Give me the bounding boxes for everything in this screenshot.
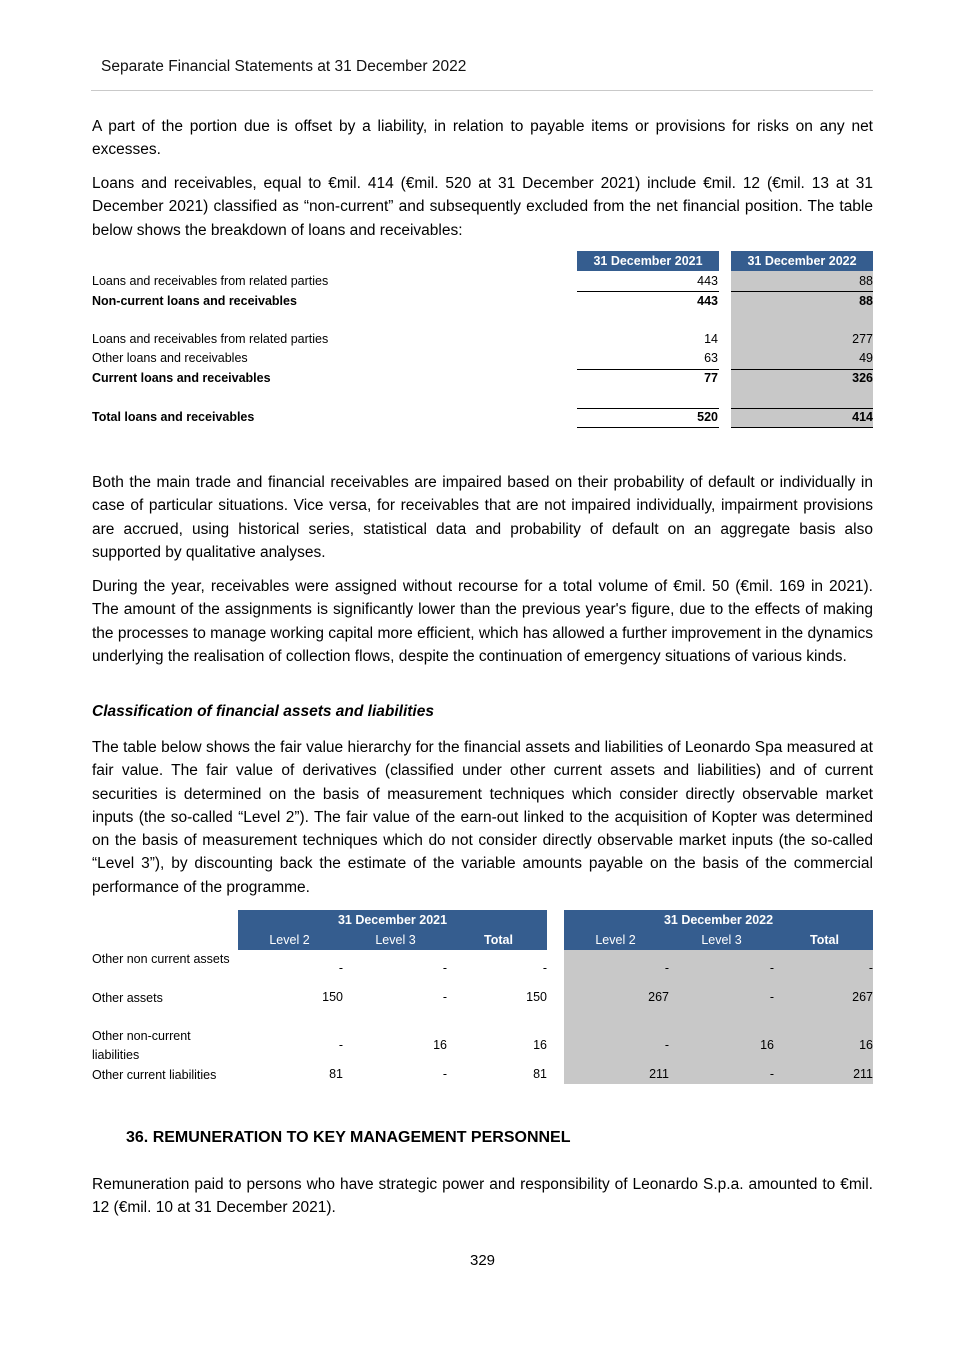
group-header-2021: 31 December 2021 bbox=[238, 910, 547, 930]
table-row-subtotal bbox=[92, 292, 873, 311]
row-label: Current loans and receivables bbox=[92, 371, 271, 385]
table-row bbox=[92, 330, 873, 349]
column-header-2022: 31 December 2022 bbox=[731, 251, 873, 271]
value-2021-level2: 150 bbox=[322, 990, 343, 1004]
total-underline bbox=[731, 427, 873, 428]
row-label: Loans and receivables from related parties bbox=[92, 332, 329, 346]
fair-value-table bbox=[92, 910, 873, 1086]
value-2021-total: 16 bbox=[533, 1038, 547, 1052]
value-2022-total: 16 bbox=[859, 1038, 873, 1052]
value-2022-total: 267 bbox=[852, 990, 873, 1004]
value-2021: 77 bbox=[704, 371, 718, 385]
value-2022-level2: - bbox=[664, 961, 669, 975]
column-header-2021: 31 December 2021 bbox=[577, 251, 719, 271]
value-2022-total: 211 bbox=[853, 1067, 873, 1081]
subheader-level2: Level 2 bbox=[269, 933, 310, 947]
value-2022: 88 bbox=[859, 294, 873, 308]
value-2021-level2: - bbox=[338, 961, 343, 975]
value-2021-level2: 81 bbox=[329, 1067, 343, 1081]
table-row-total bbox=[92, 408, 873, 427]
value-2022-level3: - bbox=[769, 1067, 774, 1081]
row-label: Other assets bbox=[92, 991, 163, 1005]
paragraph-loans-intro: Loans and receivables, equal to €mil. 414 (€mil. 520 at 31 December 2021) include €mil. 12 (€mil. 13 at 31 December 2021) classified as “non-current” and subsequently excluded from the net financial position. The table below shows the breakdown of loans and receivables: bbox=[92, 175, 873, 239]
paragraph-assignments: During the year, receivables were assigned without recourse for a total volume of €mil. 50 (€mil. 169 in 2021). The amount of the assignments is significantly lower than the previous year's figure, due to the effects of making the processes to manage working capital more efficient, which has allowed a further improvement in the dynamics underlying the realisation of collection flows, despite the continuation of emergency situations of various kinds. bbox=[92, 578, 873, 665]
subheader-total: Total bbox=[484, 933, 513, 947]
paragraph-remuneration: Remuneration paid to persons who have strategic power and responsibility of Leonardo S.p.a. amounted to €mil. 12 (€mil. 10 at 31 December 2021). bbox=[92, 1176, 873, 1217]
value-2021-level3: 16 bbox=[433, 1038, 447, 1052]
subheader-level2: Level 2 bbox=[595, 933, 636, 947]
value-2021: 443 bbox=[697, 294, 718, 308]
value-2021: 63 bbox=[704, 351, 718, 365]
group-2022-shading bbox=[564, 950, 873, 1084]
group-header-2022: 31 December 2022 bbox=[564, 910, 873, 930]
value-2021: 443 bbox=[697, 274, 718, 288]
value-2022: 277 bbox=[852, 332, 873, 346]
value-2021: 520 bbox=[697, 410, 718, 424]
subheading-classification: Classification of financial assets and liabilities bbox=[92, 703, 434, 720]
value-2021-level3: - bbox=[442, 1067, 447, 1081]
value-2022-total: - bbox=[868, 961, 873, 975]
page-number: 329 bbox=[469, 1252, 496, 1269]
header-divider bbox=[91, 90, 873, 91]
subheader-total: Total bbox=[810, 933, 839, 947]
value-2022: 414 bbox=[852, 410, 873, 424]
paragraph-offset: A part of the portion due is offset by a liability, in relation to payable items or provisions for risks on any net excesses. bbox=[92, 118, 873, 159]
row-label: Other loans and receivables bbox=[92, 351, 248, 365]
table-row-subtotal bbox=[92, 369, 873, 388]
paragraph-impairment: Both the main trade and financial receivables are impaired based on their probability of default or individually in case of particular situations. Vice versa, for receivables that are not impaired individually, impairment provisions are accrued, using historical series, statistical data and probability of default on an aggregate basis also supported by qualitative analyses. bbox=[92, 474, 873, 561]
row-label: Other non-current liabilities bbox=[92, 1029, 191, 1062]
value-2022-level3: - bbox=[769, 961, 774, 975]
value-2022-level2: 267 bbox=[648, 990, 669, 1004]
loans-receivables-table bbox=[92, 251, 873, 431]
row-label: Non-current loans and receivables bbox=[92, 294, 297, 308]
subheader-level3: Level 3 bbox=[701, 933, 742, 947]
table-row bbox=[92, 272, 873, 291]
value-2022: 49 bbox=[859, 351, 873, 365]
row-label: Other non current assets bbox=[92, 952, 230, 966]
value-2022-level2: 211 bbox=[649, 1067, 669, 1081]
subheader-level3: Level 3 bbox=[375, 933, 416, 947]
row-label: Total loans and receivables bbox=[92, 410, 255, 424]
value-2021-level3: - bbox=[442, 990, 447, 1004]
value-2021-total: 150 bbox=[526, 990, 547, 1004]
value-2021-level2: - bbox=[338, 1038, 343, 1052]
row-label: Other current liabilities bbox=[92, 1068, 217, 1082]
table-row bbox=[92, 349, 873, 368]
value-2021-total: - bbox=[542, 961, 547, 975]
value-2021-level3: - bbox=[442, 961, 447, 975]
value-2022-level3: 16 bbox=[760, 1038, 774, 1052]
total-underline bbox=[577, 427, 719, 428]
value-2022: 88 bbox=[859, 274, 873, 288]
section-title: 36. REMUNERATION TO KEY MANAGEMENT PERSONNEL bbox=[126, 1129, 571, 1146]
row-label: Loans and receivables from related parties bbox=[92, 274, 329, 288]
value-2022-level3: - bbox=[769, 990, 774, 1004]
value-2021-total: 81 bbox=[533, 1067, 547, 1081]
value-2022-level2: - bbox=[664, 1038, 669, 1052]
paragraph-fair-value: The table below shows the fair value hierarchy for the financial assets and liabilities of Leonardo Spa measured at fair value. The fair value of derivatives (classified under other current assets and liabilities) and of current securities is determined on the basis of measurement techniques which consider directly observable market inputs (the so-called “Level 2”). The fair value of the earn-out linked to the acquisition of Kopter was determined on the basis of measurement techniques which do not consider directly observable market inputs (the so-called “Level 3”), by discounting back the estimate of the variable amounts payable on the basis of the commercial performance of the programme. bbox=[92, 739, 873, 896]
value-2021: 14 bbox=[704, 332, 718, 346]
running-header: Separate Financial Statements at 31 December 2022 bbox=[101, 58, 467, 75]
value-2022: 326 bbox=[852, 371, 873, 385]
